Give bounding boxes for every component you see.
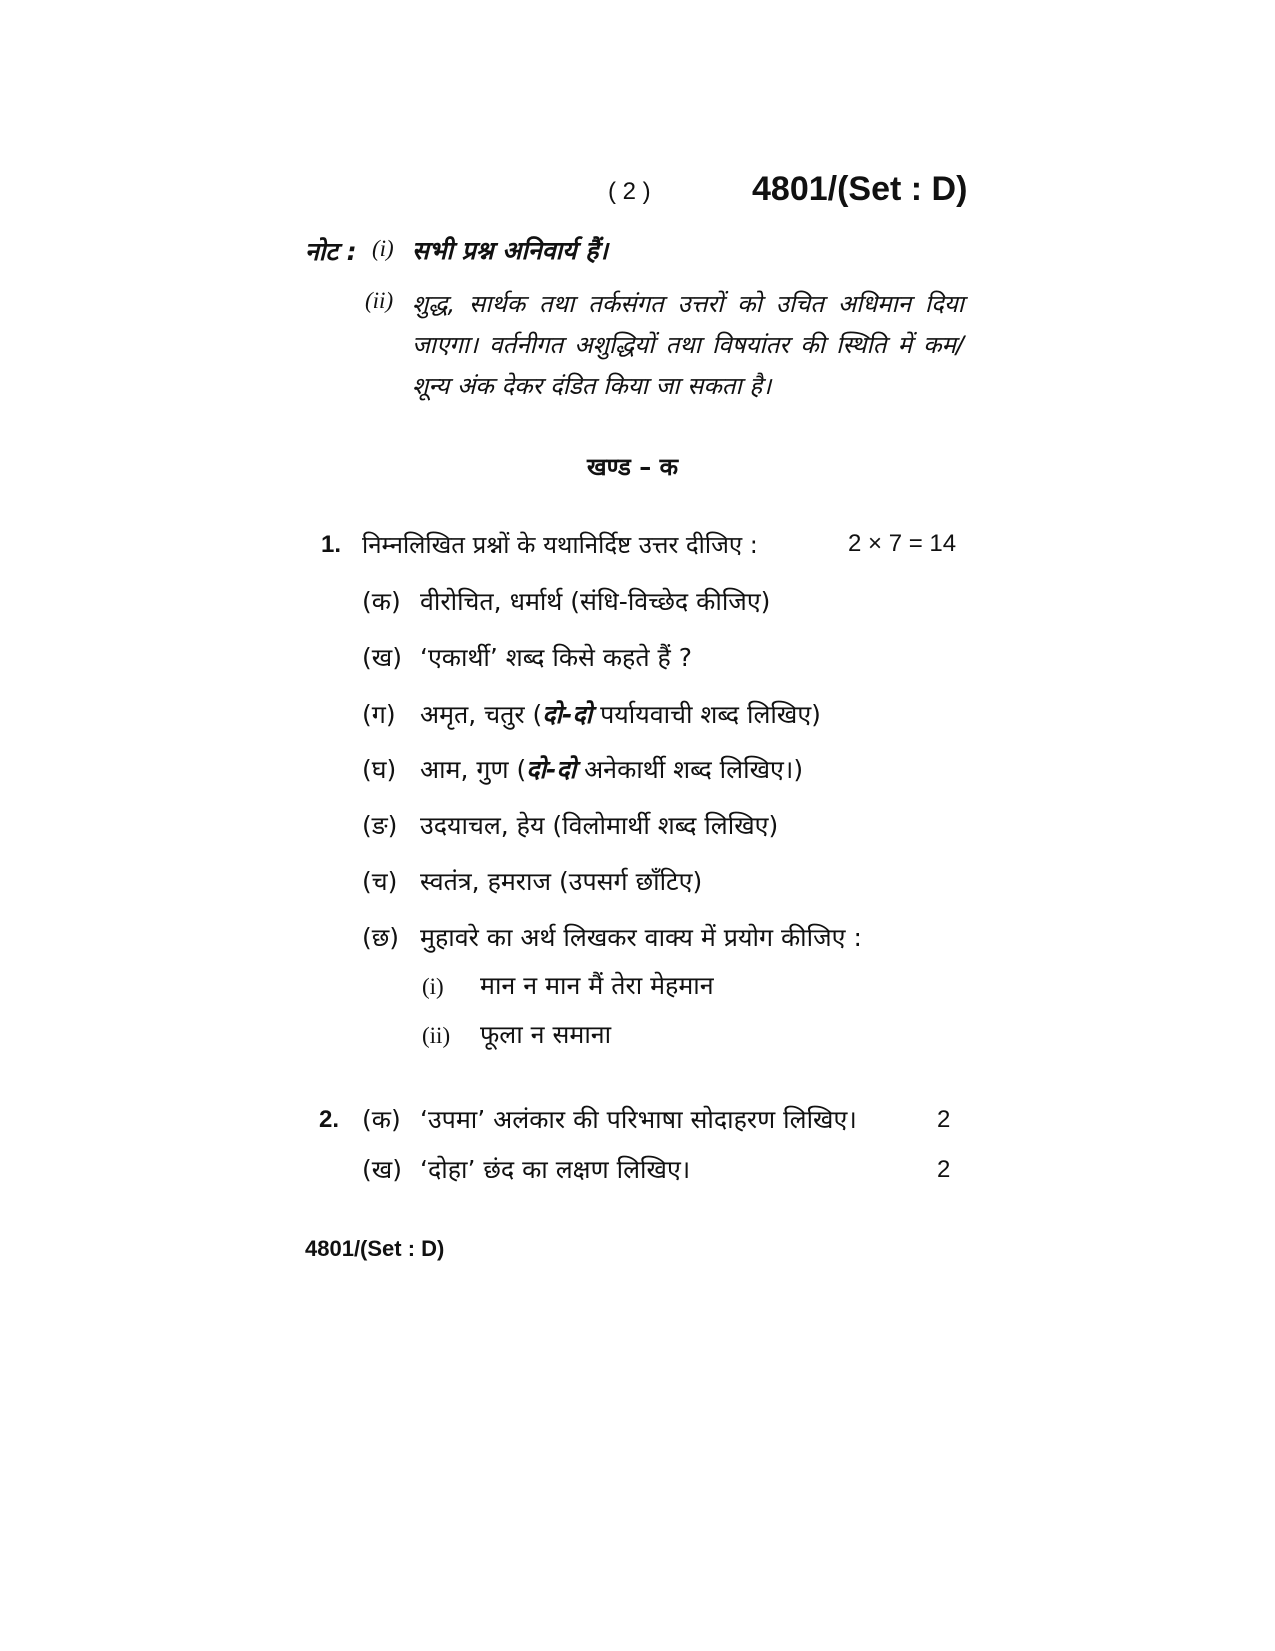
subpart-text: उदयाचल, हेय (विलोमार्थी शब्द लिखिए): [420, 811, 779, 840]
subpart-text: वीरोचित, धर्मार्थ (संधि-विच्छेद कीजिए): [420, 587, 771, 616]
subpart-text: [420, 752, 803, 786]
sub-item-text: मान न मान मैं तेरा मेहमान: [480, 971, 714, 1000]
question-number: 2.: [319, 1106, 340, 1133]
subpart-label: (छ): [362, 923, 400, 952]
subpart-label: (ख): [362, 643, 402, 672]
subpart-label: (घ): [362, 755, 397, 784]
question-text: निम्नलिखित प्रश्नों के यथानिर्दिष्ट उत्तर दीजिए :: [362, 531, 758, 559]
sub-item-text: फूला न समाना: [480, 1020, 612, 1049]
subpart-text: मुहावरे का अर्थ लिखकर वाक्य में प्रयोग कीजिए :: [420, 923, 862, 952]
subpart-text: ‘दोहा’ छंद का लक्षण लिखिए।: [420, 1155, 691, 1184]
subpart-label: (च): [362, 867, 398, 896]
footer-paper-code: 4801/(Set : D): [305, 1236, 445, 1261]
subpart-label: (ख): [362, 1155, 402, 1184]
page-number: ( 2 ): [608, 178, 651, 205]
note-item-number: (i): [372, 236, 394, 261]
subpart-text: ‘एकार्थी’ शब्द किसे कहते हैं ?: [420, 643, 693, 672]
emphasis-text: दो-दो: [542, 700, 593, 729]
subpart-marks: 2: [937, 1106, 951, 1133]
subpart-text: स्वतंत्र, हमराज (उपसर्ग छाँटिए): [420, 867, 703, 896]
paper-code: 4801/(Set : D): [752, 170, 968, 208]
subpart-label: (क): [362, 1105, 401, 1134]
question-marks: 2 × 7 = 14: [848, 530, 957, 557]
subpart-text-start: आम, गुण (: [420, 755, 527, 784]
subpart-label: (क): [362, 587, 401, 616]
subpart-text-start: अमृत, चतुर (: [420, 700, 543, 729]
note-item-text: सभी प्रश्न अनिवार्य हैं।: [412, 236, 609, 265]
sub-item-number: (i): [422, 974, 444, 999]
subpart-marks: 2: [937, 1156, 951, 1183]
note-item-number: (ii): [365, 288, 394, 313]
sub-item-number: (ii): [422, 1023, 451, 1048]
subpart-text: [420, 697, 821, 731]
section-heading-text: खण्ड – क: [586, 453, 678, 481]
subpart-label: (ङ): [362, 811, 398, 840]
section-heading: [0, 450, 1275, 483]
subpart-text-end: अनेकार्थी शब्द लिखिए।): [576, 755, 804, 784]
question-number: 1.: [321, 531, 342, 558]
subpart-label: (ग): [362, 700, 396, 729]
subpart-text-end: पर्यायवाची शब्द लिखिए): [592, 700, 821, 729]
subpart-text: ‘उपमा’ अलंकार की परिभाषा सोदाहरण लिखिए।: [420, 1105, 857, 1134]
note-label: नोट :: [305, 237, 357, 266]
note-item-text: शुद्ध, सार्थक तथा तर्कसंगत उत्तरों को उचित अधिमान दिया जाएगा। वर्तनीगत अशुद्धियों तथा विषयांतर की स्थिति में कम/शून्य अंक देकर दंडित किया जा सकता है।: [412, 290, 964, 400]
emphasis-text: दो-दो: [526, 755, 577, 784]
